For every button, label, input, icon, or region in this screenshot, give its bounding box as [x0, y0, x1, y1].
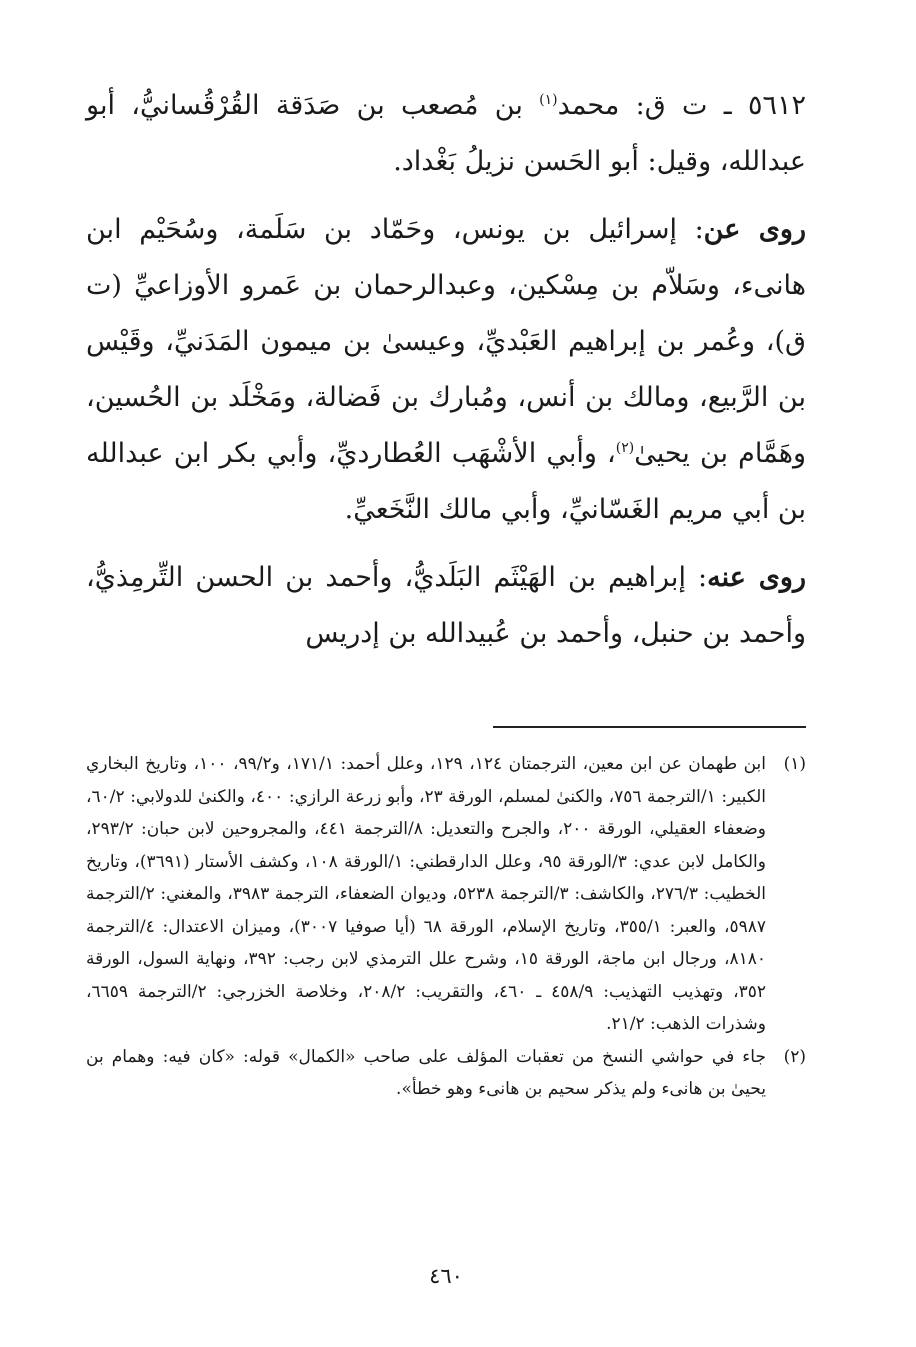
- footnote-ref-2[interactable]: (٢): [615, 440, 635, 456]
- footnote-divider: [493, 726, 806, 728]
- narrated-from-label: روى عن: [703, 214, 806, 245]
- footnote-text: ابن طهمان عن ابن معين، الترجمتان ١٢٤، ١٢٩، وعلل أحمد: ١٧١/١، و٩٩/٢، ١٠٠، وتاريخ البخاري الكبير: ١/الترجمة ٧٥٦، والكنىٰ لمسلم، الورقة ٢٣، وأبو زرعة الرازي: ٤٠٠، والكنىٰ للدولابي: ٦٠/٢، وضعفاء العقيلي، الورقة ٢٠٠، والجرح والتعديل: ٨/الترجمة ٤٤١، والمجروحين لابن حبان: ٢٩٣/٢، والكامل لابن عدي: ٣/الورقة ٩٥، وعلل الدارقطني: ١/الورقة ١٠٨، وكشف الأستار (٣٦٩١)، وتاريخ الخطيب: ٢٧٦/٣، والكاشف: ٣/الترجمة ٥٢٣٨، وديوان الضعفاء، الترجمة ٣٩٨٣، والمغني: ٢/الترجمة ٥٩٨٧، والعبر: ٣٥٥/١، وتاريخ الإسلام، الورقة ٦٨ (أيا صوفيا ٣٠٠٧)، وميزان الاعتدال: ٤/الترجمة ٨١٨٠، ورجال ابن ماجة، الورقة ١٥، وشرح علل الترمذي لابن رجب: ٣٩٢، ونهاية السول، الورقة ٣٥٢، وتهذيب التهذيب: ٤٥٨/٩ ـ ٤٦٠، والتقريب: ٢٠٨/٢، وخلاصة الخزرجي: ٢/الترجمة ٦٦٥٩، وشذرات الذهب: ٢١/٢.: [86, 754, 767, 1034]
- narrated-by-paragraph: [86, 550, 806, 662]
- entry-heading-rest: بن مُصعب بن صَدَقة القُرْقُسانيُّ، أبو عبدالله، وقيل: أبو الحَسن نزيلُ بَغْداد.: [86, 90, 806, 177]
- entry-heading: [86, 78, 806, 190]
- narrated-from-text-end: ، وأبي الأشْهَب العُطارديِّ، وأبي بكر ابن عبدالله بن أبي مريم الغَسّانيِّ، وأبي مالك النَّخَعيِّ.: [86, 438, 806, 525]
- footnote-1: [86, 748, 806, 1041]
- narrated-by-label: روى عنه: [707, 562, 807, 593]
- footnote-2: [86, 1041, 806, 1106]
- footnote-ref-1[interactable]: (١): [539, 92, 558, 108]
- footnote-number: (٢): [783, 1046, 806, 1067]
- narrated-from-paragraph: [86, 202, 806, 538]
- footnotes: [86, 748, 806, 1106]
- main-text: [86, 78, 806, 662]
- footnote-number: (١): [783, 754, 806, 774]
- narrated-from-text: : إسرائيل بن يونس، وحَمّاد بن سَلَمة، وسُحَيْم ابن هانىء، وسَلاّم بن مِسْكين، وعبدالرحمان بن عَمرو الأوزاعيِّ (ت ق)، وعُمر بن إبراهيم العَبْديِّ، وعيسىٰ بن ميمون المَدَنيِّ، وقَيْس بن الرَّبيع، ومالك بن أنس، ومُبارك بن فَضالة، ومَخْلَد بن الحُسين، وهَمَّام بن يحيىٰ: [86, 214, 806, 469]
- page-number: ٤٦٠: [429, 1264, 463, 1288]
- book-page: [86, 78, 806, 1328]
- footnote-text: جاء في حواشي النسخ من تعقبات المؤلف على صاحب «الكمال» قوله: «كان فيه: وهمام بن يحيىٰ بن هانىء ولم يذكر سحيم بن هانىء وهو خطأ».: [86, 1046, 766, 1099]
- narrated-by-text: : إبراهيم بن الهَيْثَم البَلَديُّ، وأحمد بن الحسن التِّرمِذيُّ، وأحمد بن حنبل، وأحمد بن عُبيدالله بن إدريس: [86, 562, 806, 649]
- entry-heading-start: ٥٦١٢ ـ ت ق: محمد: [557, 90, 806, 121]
